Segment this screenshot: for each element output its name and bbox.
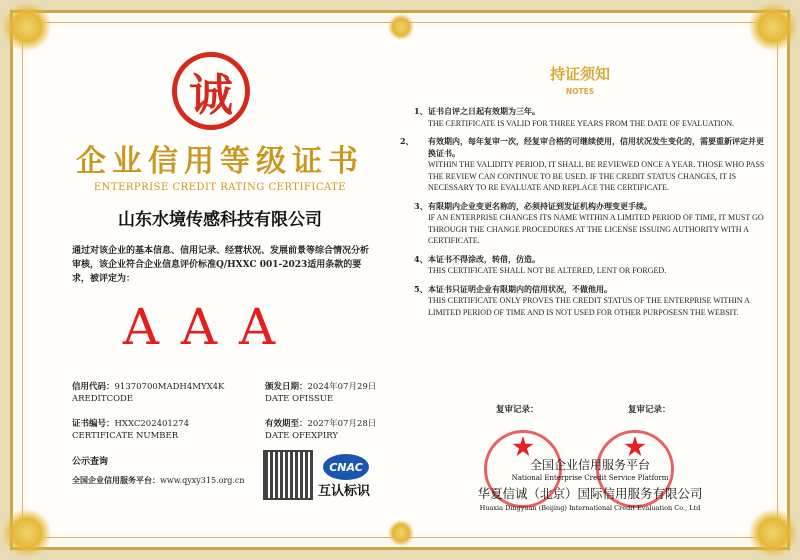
field-label: 有效期至： — [265, 419, 308, 429]
note-item — [414, 201, 766, 247]
note-number: 2、 — [400, 136, 414, 146]
field-value: HXXC202401274 — [114, 419, 190, 429]
qr-code[interactable] — [263, 450, 313, 500]
center-ornament — [388, 520, 414, 546]
expiry-date-field — [265, 418, 376, 442]
notes-subtitle: NOTES — [565, 87, 595, 96]
field-label-en: DATE OFEXPIRY — [265, 431, 339, 441]
note-en: IF AN ENTERPRISE CHANGES ITS NAME WITHIN A LIMITED PERIOD OF TIME, IT MUST GO THROUGH THE CHANGE PROCEDURES AT THE LICENSE ISSUING AUTHORITY WITH A CERTIFICATE. — [428, 213, 764, 245]
note-cn: 证书自评之日起有效期为三年。 — [428, 106, 540, 116]
note-cn: 有限期内企业变更名称的，必须持证到发证机构办理变更手续。 — [428, 200, 652, 211]
corner-ornament — [748, 2, 798, 52]
field-label-en: DATE OFISSUE — [265, 394, 334, 404]
intro-text: 通过对该企业的基本信息、信用记录、经营状况、发展前景等综合情况分析审核，该企业符合企业信息评价标准Q/HXXC 001-2023适用条款的要求，被评定为： — [72, 246, 370, 284]
note-en: THIS CERTIFICATE SHALL NOT BE ALTERED, LENT OR FORGED. — [428, 266, 667, 275]
notes-title: 持证须知 — [549, 65, 610, 83]
field-label: 信用代码： — [72, 382, 115, 392]
note-number: 3、 — [414, 200, 428, 211]
mutual-recognition-mark: 互认标识 — [318, 484, 371, 499]
company-name: 山东水境传感科技有限公司 — [118, 210, 322, 230]
field-value: 2024年07月29日 — [307, 382, 377, 392]
certificate-number-field — [72, 418, 189, 442]
note-item — [414, 254, 766, 277]
field-value: 91370700MADH4MYX4K — [114, 382, 225, 392]
platform-url-link[interactable]: www.qyxy315.org.cn — [160, 476, 245, 485]
note-en: THIS CERTIFICATE ONLY PROVES THE CREDIT STATUS OF THE ENTERPRISE WITHIN A LIMITED PERIOD OF TIME AND IS NOT USED FOR OTHER PURPOSESN THE WEBSIT. — [428, 296, 750, 317]
corner-ornament — [748, 508, 798, 558]
credit-grade: AAA — [122, 298, 298, 356]
field-label-en: CERTIFICATE NUMBER — [72, 431, 179, 441]
note-cn: 本证书只证明企业有限期内的信用状况，不做他用。 — [428, 283, 612, 294]
note-item — [414, 106, 766, 129]
public-query-label: 公示查询 — [72, 457, 109, 467]
field-value: 2027年07月28日 — [307, 419, 377, 429]
field-label: 全国企业信用服务平台： — [72, 475, 160, 485]
certificate-title: 企业信用等级证书 — [76, 144, 364, 179]
note-en: THE CERTIFICATE IS VALID FOR THREE YEARS FROM THE DATE OF EVALUATION. — [428, 118, 735, 128]
note-cn: 有效期内，每年复审一次，经复审合格的可继续使用，信用状况发生变化的，需要重新评定并更换证书。 — [428, 136, 764, 158]
review-record-label: 复审记录： — [496, 405, 539, 415]
platform-url-line — [72, 474, 245, 487]
issuer-company: 华夏信诚（北京）国际信用服务有限公司 — [477, 486, 703, 501]
corner-ornament — [2, 508, 52, 558]
field-label: 证书编号： — [72, 419, 115, 429]
credit-code-field — [72, 381, 224, 405]
note-item — [400, 136, 766, 194]
corner-ornament — [2, 2, 52, 52]
certificate-subtitle: ENTERPRISE CREDIT RATING CERTIFICATE — [93, 182, 347, 193]
notes-list — [400, 106, 766, 325]
issuer-platform: 全国企业信用服务平台 — [529, 458, 650, 472]
review-record-label: 复审记录： — [628, 405, 671, 415]
center-ornament — [388, 14, 414, 40]
field-label-en: AREDITCODE — [72, 394, 134, 404]
issue-date-field — [265, 381, 376, 405]
note-cn: 本证书不得涂改，转借，仿造。 — [428, 253, 540, 264]
field-label: 颁发日期： — [265, 382, 308, 392]
credit-logo — [172, 52, 250, 130]
issuer-company-en: Huaxia Dingyuan (Beijing) International Credit Evaluation Co., Ltd — [479, 504, 701, 512]
logo-glyph: 诚 — [189, 70, 233, 121]
issuer-platform-en: National Enterprise Credit Service Platform — [511, 474, 669, 482]
note-number: 4、 — [414, 253, 428, 264]
note-number: 1、 — [414, 106, 428, 116]
cnac-logo: CNAC — [323, 454, 369, 480]
note-item — [414, 284, 766, 319]
note-en: WITHIN THE VALIDITY PERIOD, IT SHALL BE REVIEWED ONCE A YEAR. THOSE WHO PASS THE REVIEW CAN CONTINUE TO BE USED. IF THE CREDIT STATUS CHANGES, IT IS NECESSARY TO RE EVALUATE AND REPLACE THE CERTIFICATE. — [428, 160, 765, 192]
note-number: 5、 — [414, 283, 428, 294]
